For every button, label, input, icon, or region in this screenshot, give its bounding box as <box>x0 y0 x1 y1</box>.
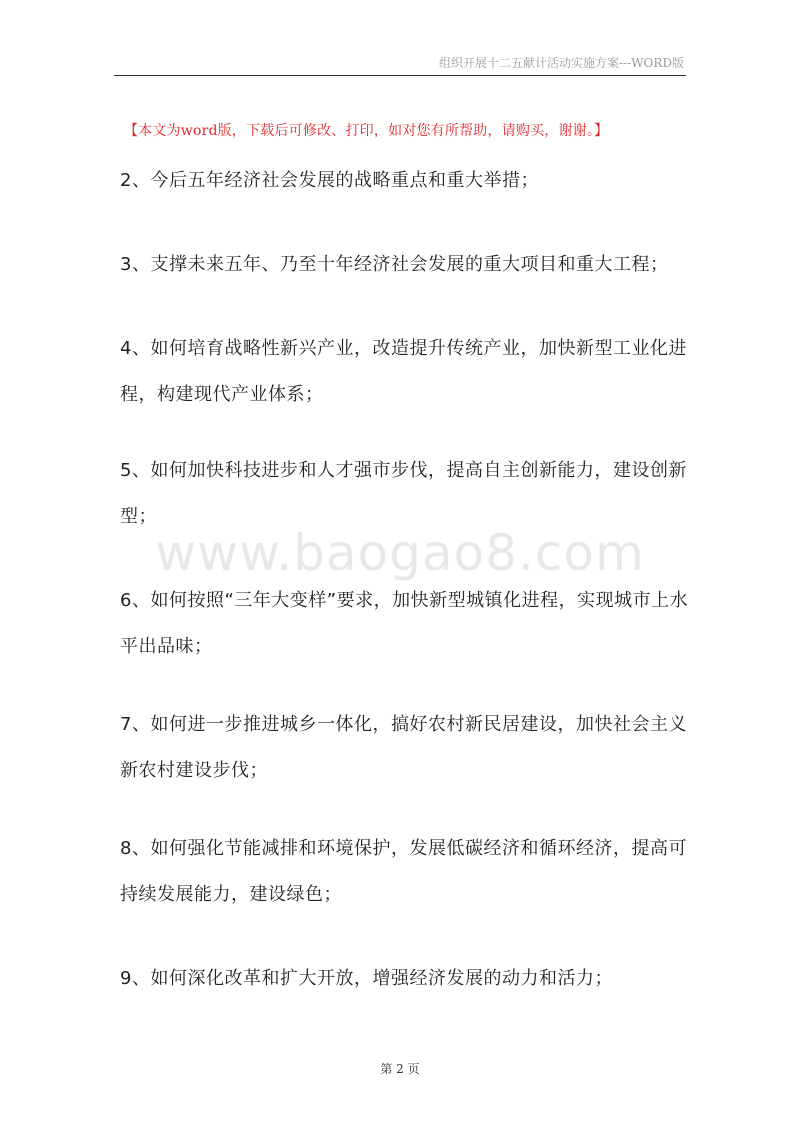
list-item-5: 5、如何加快科技进步和人才强市步伐，提高自主创新能力，建设创新型； <box>120 460 687 527</box>
list-item-2: 2、今后五年经济社会发展的战略重点和重大举措； <box>120 170 539 191</box>
list-item-9: 9、如何深化改革和扩大开放，增强经济发展的动力和活力； <box>120 968 613 989</box>
header-divider <box>114 75 686 76</box>
list-item-8: 8、如何强化节能减排和环境保护，发展低碳经济和循环经济，提高可持续发展能力，建设绿色； <box>120 838 687 905</box>
list-item-6: 6、如何按照“三年大变样”要求，加快新型城镇化进程，实现城市上水平出品味； <box>120 590 689 657</box>
page-header-title: 组织开展十二五献计活动实施方案---WORD版 <box>439 56 684 70</box>
list-item-3: 3、支撑未来五年、乃至十年经济社会发展的重大项目和重大工程； <box>120 254 669 275</box>
list-item-7: 7、如何进一步推进城乡一体化，搞好农村新民居建设，加快社会主义新农村建设步伐； <box>120 714 687 781</box>
watermark: www.baogao8.com <box>155 524 645 582</box>
page-number: 第 2 页 <box>380 1062 420 1076</box>
list-item-4: 4、如何培育战略性新兴产业，改造提升传统产业，加快新型工业化进程，构建现代产业体系； <box>120 338 687 405</box>
download-notice: 【本文为word版，下载后可修改、打印，如对您有所帮助，请购买，谢谢。】 <box>124 123 609 139</box>
